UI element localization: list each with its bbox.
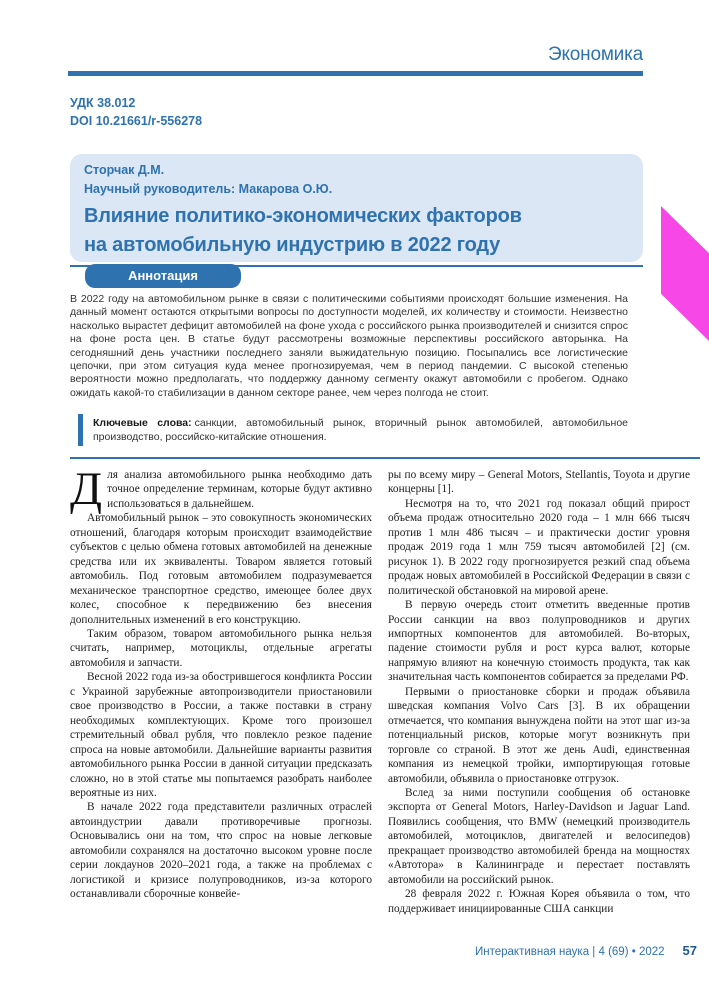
doi-code: DOI 10.21661/r-556278 — [70, 114, 203, 128]
right-column — [388, 468, 690, 916]
udc-doi-block — [70, 94, 202, 130]
keywords-list: санкции, автомобильный рынок, вторичный рынок автомобилей, автомобильное производство, российско-китайские отношения. — [93, 417, 628, 443]
left-column — [70, 463, 372, 916]
rubric-heading: Экономика — [548, 44, 643, 65]
abstract-text: В 2022 году на автомобильном рынке в связи с политическими событиями происходят большие изменения. На данный момент остаются открытыми вопросы по доступности моделей, их количеству и стоимости. Неизвестно насколько вырастет дефицит автомобилей на фоне ухода с российского рынка производителей и снизится спрос на фоне роста цен. В статье будут рассмотрены возможные перспективы российского авторынка. На сегодняшний день участники последнего заняли выжидательную позицию. Посыпались все логистические цепочки, при этом ситуация куда менее прогнозируемая, чем в период пандемии. С высокой степенью вероятности можно предполагать, что поддержку данному сегменту окажут автомобили с пробегом. Однако ожидать какой-то стабилизации в данном секторе ранее, чем через полгода не стоит. — [70, 293, 628, 399]
paragraph: Весной 2022 года из-за обострившегося конфликта России с Украиной зарубежные автопроизводители приостановили свое производство в России, а также поставки в страну необходимых комплектующих. Кроме того произошел стремительный обвал рубля, что повлекло резкое падение спроса на новые автомобили. Дальнейшие варианты развития автомобильного рынка России в данной ситуации предсказать сложно, но в этой статье мы попытаемся разобрать наиболее вероятные из них. — [70, 671, 372, 799]
keywords-rule — [70, 457, 700, 459]
journal-reference: Интерактивная наука | 4 (69) • 2022 — [474, 946, 665, 958]
paragraph: ры по всему миру – General Motors, Stellantis, Toyota и другие концерны [1]. — [388, 469, 690, 496]
article-title-line1: Влияние политико-экономических факторов — [84, 205, 522, 227]
udc-code: УДК 38.012 — [70, 96, 136, 110]
author-name: Сторчак Д.М. — [84, 163, 165, 177]
header-double-rule — [68, 71, 643, 76]
article-title-box — [70, 154, 643, 262]
page-number: 57 — [682, 943, 697, 958]
article-title — [84, 202, 623, 260]
lead-paragraph — [70, 463, 372, 515]
article-title-line2: на автомобильную индустрию в 2022 году — [84, 234, 501, 256]
article-body — [70, 463, 690, 916]
paragraph: Несмотря на то, что 2021 год показал общий прирост объема продаж относительно 2020 года – 1 млн 666 тысяч против 1 млн 486 тысяч – и практически достиг уровня продаж 2019 года 1 млн 759 тысяч автомобилей [2] (см. рисунок 1). В 2022 году прогнозируется резкий спад объема продаж новых автомобилей в Российской Федерации в связи с политической обстановкой на мировой арене. — [388, 497, 690, 597]
abstract-badge: Аннотация — [85, 264, 241, 288]
paragraph: В начале 2022 года представители различных отраслей автоиндустрии давали противоречивые прогнозы. Основывались они на том, что спрос на новые легковые автомобили сохранялся на достаточно высоком уровне после серии локдаунов 2020–2021 года, а также на проблемах с логистикой и кризисе полупроводников, из-за которого останавливали сборочные конвейе- — [70, 801, 372, 901]
lead-paragraph-text: ля анализа автомобильного рынка необходимо дать точное определение терминам, которые будут активно использоваться в дальнейшем. — [107, 469, 372, 510]
paragraph: Автомобильный рынок – это совокупность экономических отношений, благодаря которым происходит взаимодействие субъектов с целью обмена готовых автомобилей на денежные средства или их эквиваленты. Товаром является готовый автомобиль. Под готовым автомобилем подразумевается механическое транспортное средство, имеющее более двух колес, способное к передвижению без внесения дополнительных изменений в его конструкцию. — [70, 512, 372, 626]
keywords-block — [78, 414, 628, 446]
keywords-label: Ключевые слова: — [93, 417, 192, 429]
paragraph: Таким образом, товаром автомобильного рынка нельзя считать, например, мотоциклы, отдельные агрегаты автомобиля и запчасти. — [70, 627, 372, 669]
paragraph: В первую очередь стоит отметить введенные против России санкции на ввоз полупроводников и других импортных компонентов для автомобилей. Во-вторых, падение стоимости рубля и рост курса валют, которые напрямую влияют на конечную стоимость продукта, так как значительная часть компонентов собирается за пределами РФ. — [388, 599, 690, 684]
page-footer — [475, 943, 697, 958]
paragraph: 28 февраля 2022 г. Южная Корея объявила о том, что поддерживает инициированные США санкции — [388, 888, 690, 915]
paragraph: Вслед за ними поступили сообщения об остановке экспорта от General Motors, Harley-Davidson и Jaguar Land. Появились сообщения, что BMW (немецкий производитель автомобилей, мотоциклов, двигателей и велосипедов) прекращает производство автомобилей бренда на мощностях «Автотора» в Калининграде и перестает поставлять автомобили на российский рынок. — [388, 786, 690, 886]
rubric-corner-marker — [661, 206, 709, 341]
supervisor-name: Научный руководитель: Макарова О.Ю. — [84, 182, 333, 196]
drop-cap: Д — [70, 463, 103, 515]
paragraph: Первыми о приостановке сборки и продаж объявила шведская компания Volvo Cars [3]. В их обращении отмечается, что компания вынуждена пойти на этот шаг из-за потенциальный рисков, которые могут возникнуть при торговле со страной. В этот же день Audi, единственная компания из немецкой тройки, импортирующая готовые автомобили, объявила о приостановке отгрузок. — [388, 685, 690, 785]
